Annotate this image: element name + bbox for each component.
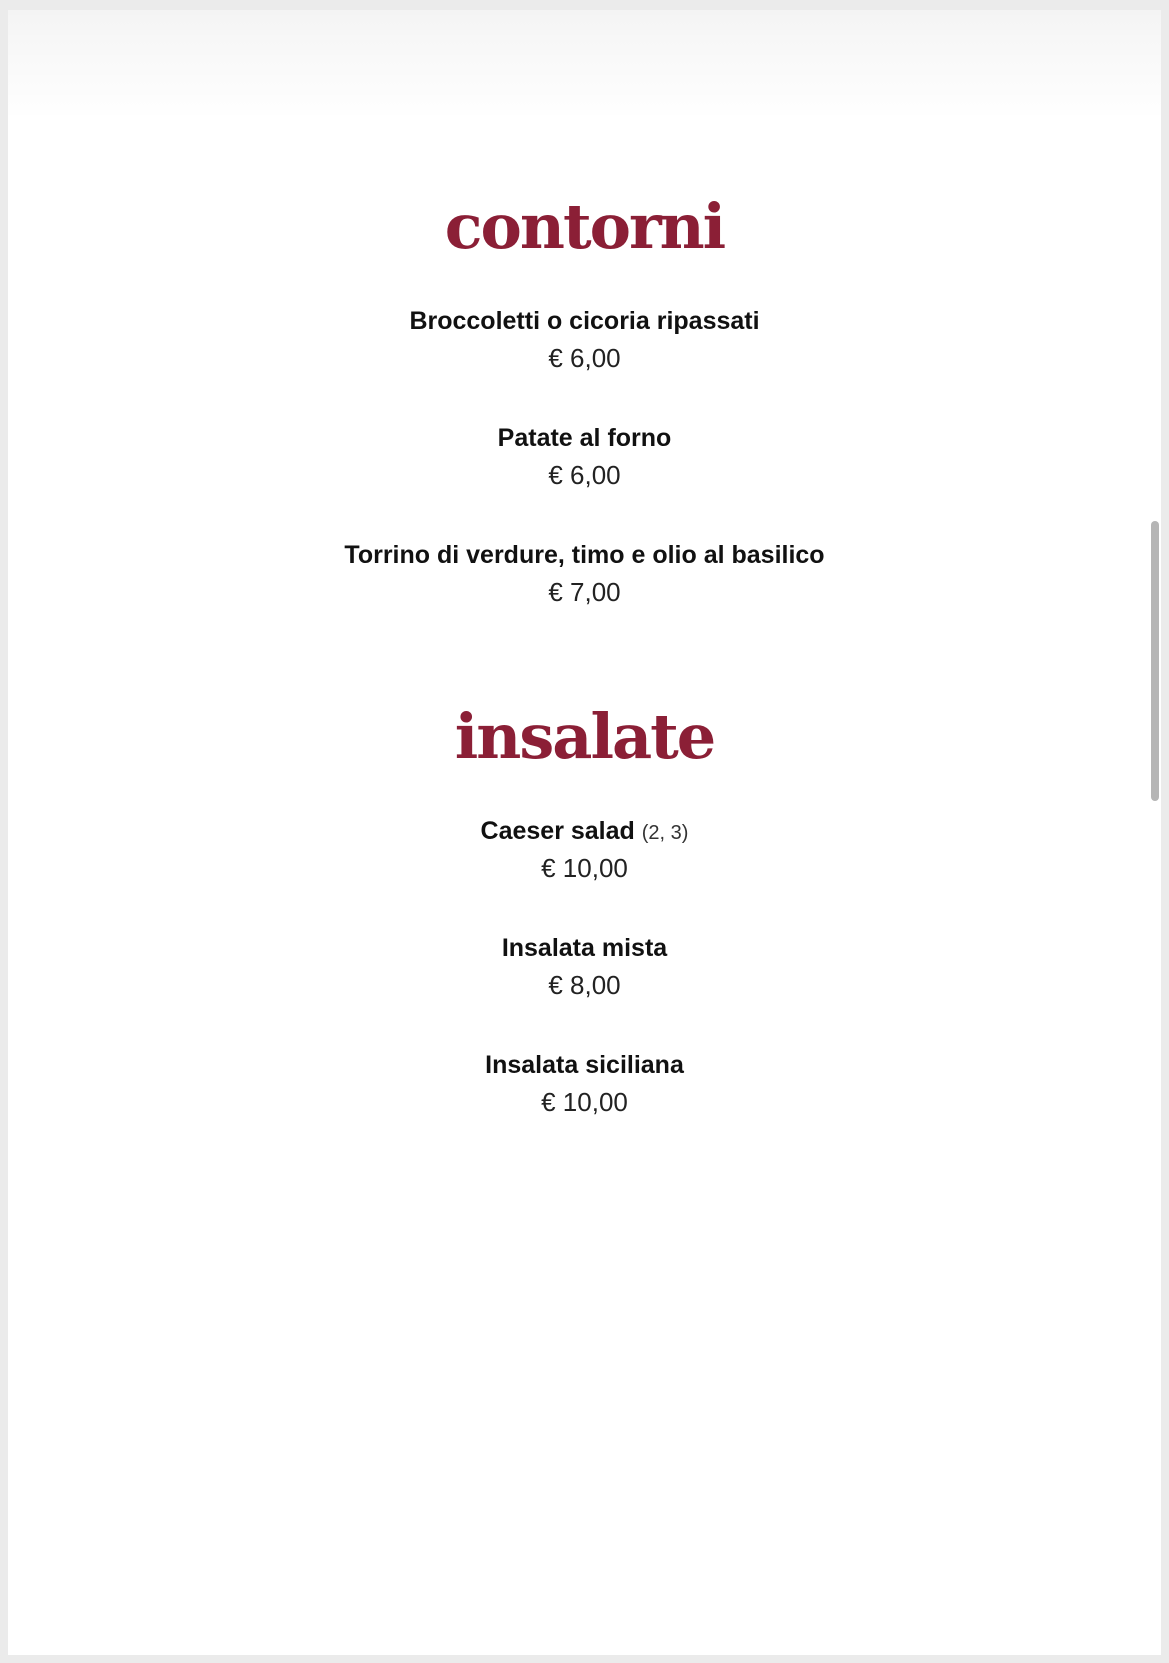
menu-item xyxy=(8,816,1161,884)
menu-item-price: € 10,00 xyxy=(541,1087,628,1117)
menu-item-price: € 7,00 xyxy=(548,577,621,607)
menu-item-name: Insalata mista xyxy=(501,934,668,962)
menu-item xyxy=(8,306,1161,374)
menu-page xyxy=(8,10,1161,1655)
menu-item xyxy=(8,933,1161,1001)
menu-item-name: Caeser salad xyxy=(480,817,635,845)
menu-item-price: € 10,00 xyxy=(541,853,628,883)
vertical-scrollbar[interactable] xyxy=(1151,521,1159,801)
top-shadow xyxy=(8,10,1161,120)
menu-item-name: Insalata siciliana xyxy=(485,1051,684,1079)
menu-item-price: € 6,00 xyxy=(548,343,621,373)
menu-item xyxy=(8,423,1161,491)
menu-item-name: Broccoletti o cicoria ripassati xyxy=(409,307,760,335)
menu-item-name-row xyxy=(8,816,1161,846)
section-title-insalate: insalate xyxy=(454,700,715,773)
menu-item-price: € 8,00 xyxy=(548,970,621,1000)
menu-item-name: Patate al forno xyxy=(497,424,672,452)
menu-item xyxy=(8,540,1161,608)
menu-item xyxy=(8,1050,1161,1118)
menu-item-price: € 6,00 xyxy=(548,460,621,490)
section-title-contorni: contorni xyxy=(444,190,725,263)
allergen-note: (2, 3) xyxy=(641,822,689,844)
menu-item-name: Torrino di verdure, timo e olio al basilico xyxy=(344,541,825,569)
